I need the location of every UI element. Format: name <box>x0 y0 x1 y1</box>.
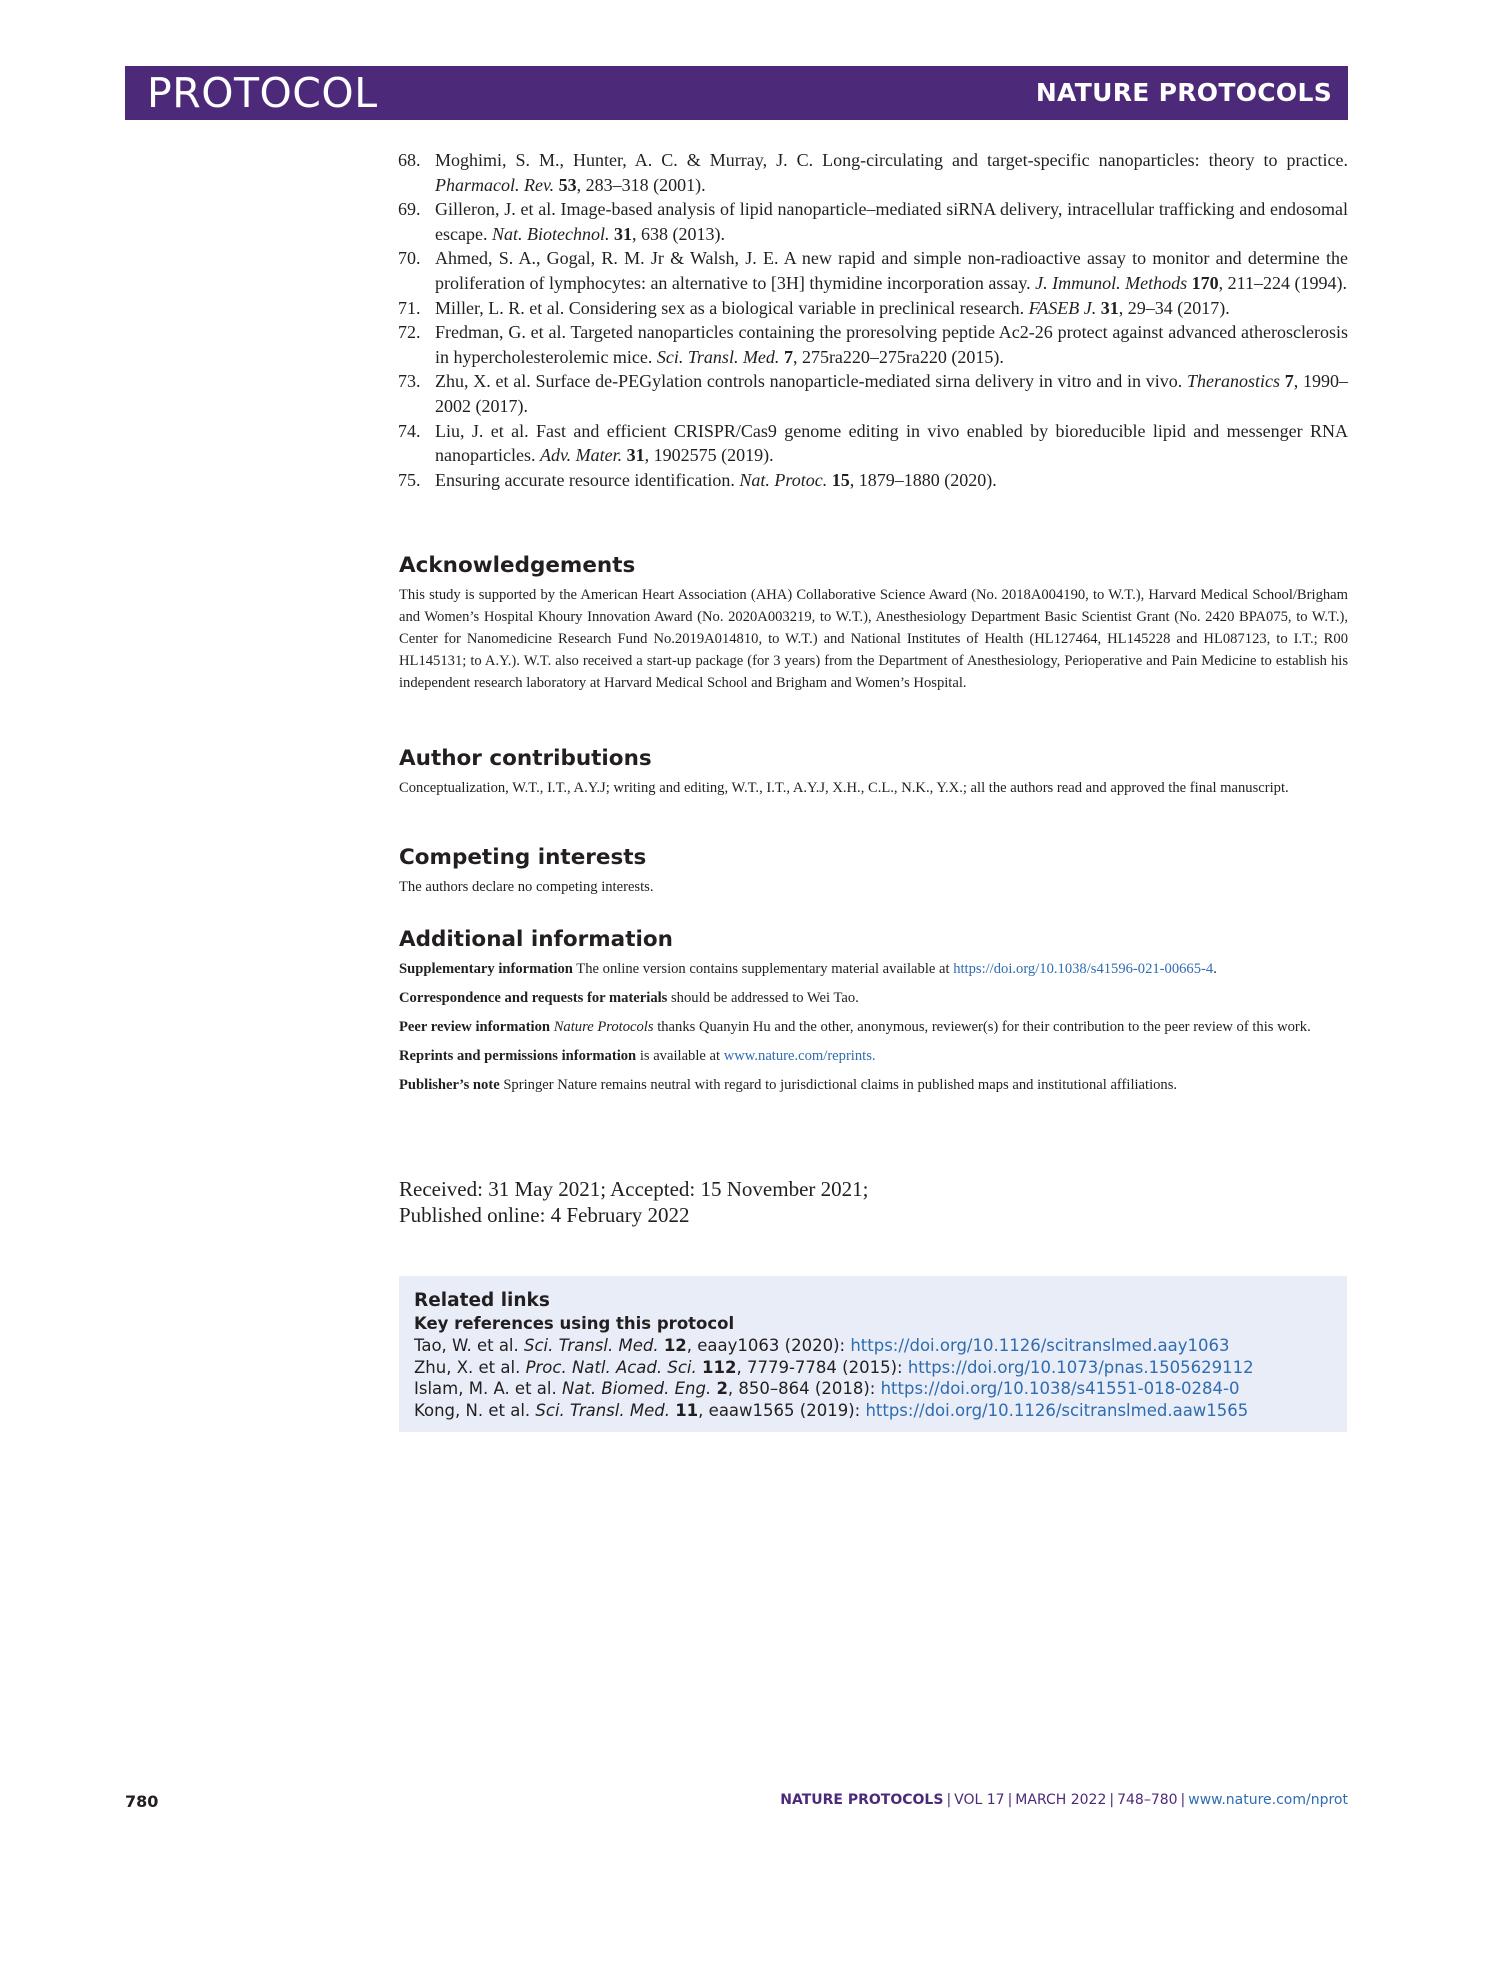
reference-item: 75. Ensuring accurate resource identification. Nat. Protoc. 15, 1879–1880 (2020). <box>398 469 997 490</box>
related-doi-link[interactable]: https://doi.org/10.1038/s41551-018-0284-0 <box>880 1379 1240 1398</box>
related-link-item: Kong, N. et al. Sci. Transl. Med. 11, eaaw1565 (2019): https://doi.org/10.1126/scitranslmed.aaw1565 <box>414 1400 1249 1420</box>
related-links-subtitle: Key references using this protocol <box>414 1314 735 1333</box>
related-doi-link[interactable]: https://doi.org/10.1126/scitranslmed.aay1063 <box>850 1336 1230 1355</box>
reference-item: 74. Liu, J. et al. Fast and efficient CRISPR/Cas9 genome editing in vivo enabled by bioreducible lipid and messenger RNA nanoparticles. Adv. Mater. 31, 1902575 (2019). <box>398 420 1348 466</box>
related-link-item: Islam, M. A. et al. Nat. Biomed. Eng. 2, 850–864 (2018): https://doi.org/10.1038/s41551-018-0284-0 <box>414 1379 1240 1398</box>
author-contributions-heading: Author contributions <box>399 746 652 771</box>
publisher-note: Publisher’s note Springer Nature remains neutral with regard to jurisdictional claims in published maps and institutional affiliations. <box>399 1077 1178 1093</box>
competing-interests-text: The authors declare no competing interests. <box>399 879 654 895</box>
footer-journal: NATURE PROTOCOLS <box>780 1792 944 1808</box>
acknowledgements-section <box>399 553 1348 694</box>
published-online-date: Published online: 4 February 2022 <box>399 1203 690 1227</box>
publication-dates <box>399 1176 868 1228</box>
acknowledgements-text: This study is supported by the American Heart Association (AHA) Collaborative Science Award (No. 2018A004190, to W.T.), Harvard Medical School/Brigham and Women’s Hospital Khoury Innovation Award (No. 2020A003219, to W.T.), Anesthesiology Department Basic Scientist Grant (No. 2420 BPA075, to W.T.), Center for Nanomedicine Research Fund No.2019A014810, to W.T.) and National Institutes of Health (HL127464, HL145228 and HL087123, to I.T.; R00 HL145131; to A.Y.). W.T. also received a start-up package (for 3 years) from the Department of Anesthesiology, Perioperative and Pain Medicine to establish his independent research laboratory at Harvard Medical School and Brigham and Women’s Hospital. <box>399 587 1348 691</box>
footer-url-link[interactable]: www.nature.com/nprot <box>1188 1792 1348 1808</box>
competing-interests-heading: Competing interests <box>399 845 647 870</box>
page-number: 780 <box>125 1792 159 1811</box>
footer-date: MARCH 2022 <box>1015 1792 1107 1808</box>
reference-item: 72. Fredman, G. et al. Targeted nanoparticles containing the proresolving peptide Ac2-26 protect against advanced atherosclerosis in hypercholesterolemic mice. Sci. Transl. Med. 7, 275ra220–275ra220 (2015). <box>398 322 1348 367</box>
related-link-item: Tao, W. et al. Sci. Transl. Med. 12, eaay1063 (2020): https://doi.org/10.1126/scitranslmed.aay1063 <box>414 1336 1230 1355</box>
reference-item: 68. Moghimi, S. M., Hunter, A. C. & Murray, J. C. Long-circulating and target-specific nanoparticles: theory to practice. Pharmacol. Rev. 53, 283–318 (2001). <box>398 150 1348 195</box>
footer-volume: VOL 17 <box>954 1792 1005 1808</box>
related-links-title: Related links <box>414 1290 550 1311</box>
author-contributions-section <box>399 746 1348 799</box>
additional-information-heading: Additional information <box>399 927 673 952</box>
peer-review-information: Peer review information Nature Protocols thanks Quanyin Hu and the other, anonymous, reviewer(s) for their contribution to the peer review of this work. <box>399 1019 1311 1035</box>
competing-interests-section <box>399 845 1348 898</box>
reference-item: 70. Ahmed, S. A., Gogal, R. M. Jr & Walsh, J. E. A new rapid and simple non-radioactive assay to monitor and determine the proliferation of lymphocytes: an alternative to [3H] thymidine incorporation assay. J. Immunol. Methods 170, 211–224 (1994). <box>398 248 1348 293</box>
journal-name: NATURE PROTOCOLS <box>1035 78 1332 107</box>
reprints-link[interactable]: www.nature.com/reprints. <box>723 1048 876 1064</box>
supplementary-link[interactable]: https://doi.org/10.1038/s41596-021-00665-4 <box>953 961 1214 977</box>
related-link-item: Zhu, X. et al. Proc. Natl. Acad. Sci. 112, 7779-7784 (2015): https://doi.org/10.1073/pnas.1505629112 <box>414 1357 1254 1377</box>
additional-information-section <box>399 927 1348 1103</box>
reference-item: 69. Gilleron, J. et al. Image-based analysis of lipid nanoparticle–mediated siRNA delivery, intracellular trafficking and endosomal escape. Nat. Biotechnol. 31, 638 (2013). <box>398 199 1348 244</box>
footer-citation: NATURE PROTOCOLS | VOL 17 | MARCH 2022 | 748–780 | www.nature.com/nprot <box>780 1792 1348 1808</box>
footer-pages: 748–780 <box>1117 1792 1178 1808</box>
reprints-information: Reprints and permissions information is available at www.nature.com/reprints. <box>399 1048 876 1064</box>
reference-list <box>398 148 1348 492</box>
supplementary-information: Supplementary information The online version contains supplementary material available at https://doi.org/10.1038/s41596-021-00665-4. <box>399 961 1217 977</box>
section-label: PROTOCOL <box>147 69 378 117</box>
page-header <box>125 66 1348 120</box>
related-links-box <box>399 1276 1347 1432</box>
related-doi-link[interactable]: https://doi.org/10.1073/pnas.1505629112 <box>907 1357 1254 1377</box>
author-contributions-text: Conceptualization, W.T., I.T., A.Y.J; writing and editing, W.T., I.T., A.Y.J, X.H., C.L., N.K., Y.X.; all the authors read and approved the final manuscript. <box>399 780 1289 796</box>
acknowledgements-heading: Acknowledgements <box>399 553 636 578</box>
related-doi-link[interactable]: https://doi.org/10.1126/scitranslmed.aaw1565 <box>865 1400 1249 1420</box>
received-accepted-dates: Received: 31 May 2021; Accepted: 15 November 2021; <box>399 1177 869 1201</box>
reference-item: 73. Zhu, X. et al. Surface de-PEGylation controls nanoparticle-mediated sirna delivery in vitro and in vivo. Theranostics 7, 1990–2002 (2017). <box>398 371 1348 416</box>
correspondence-information: Correspondence and requests for materials should be addressed to Wei Tao. <box>399 990 859 1006</box>
reference-item: 71. Miller, L. R. et al. Considering sex as a biological variable in preclinical research. FASEB J. 31, 29–34 (2017). <box>398 297 1230 318</box>
